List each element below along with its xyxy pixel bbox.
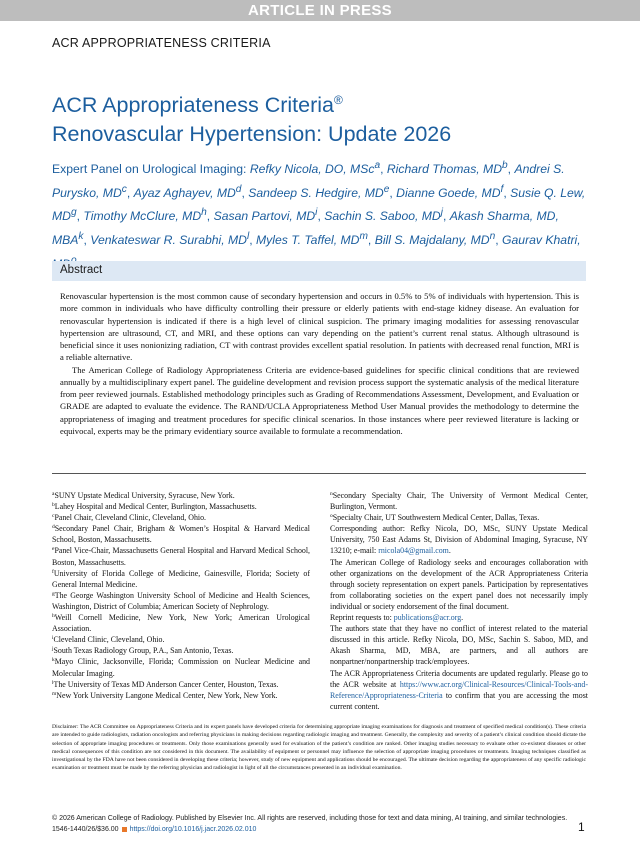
author: Myles T. Taffel, $MD^m$, [256, 230, 375, 248]
affiliation [52, 590, 310, 612]
affiliation-mark: o [330, 513, 333, 520]
affiliation-mark: j [52, 646, 54, 653]
author-name: Susie Q. Lew, MD [52, 185, 586, 224]
affiliation-mark: d [52, 524, 55, 531]
author-name: Ayaz Aghayev, MD [133, 185, 236, 200]
author-affiliation-mark: e [383, 183, 390, 195]
author: Bill S. Majdalany, $MD^n$, [374, 230, 503, 248]
affiliation [52, 634, 310, 645]
abstract-body [60, 290, 579, 437]
author: Dianne Goede, $MD^f$, [396, 183, 511, 200]
affiliation [52, 568, 310, 590]
author: Andrei S. Purysko, $MD^c$, [52, 162, 565, 200]
affiliation-mark: m [52, 690, 57, 697]
author-names [52, 162, 585, 271]
author-affiliation-mark: d [235, 183, 242, 195]
author-list [52, 156, 592, 274]
affiliation-text: SUNY Upstate Medical University, Syracuse, New York. [54, 491, 235, 500]
affiliation [52, 523, 310, 545]
author-name: Gaurav Khatri, [502, 233, 581, 248]
reprint-requests: Reprint requests to: publications@acr.org. [330, 613, 464, 623]
affiliation-text: The George Washington University School of Medicine and Health Sciences, Washington, District of Columbia; American Society of Nephrology. [52, 590, 310, 611]
author-name: Refky Nicola, DO, MSc [249, 162, 375, 177]
affiliations-left [52, 490, 310, 701]
abstract-paragraph: Renovascular hypertension is the most common cause of secondary hypertension and occurs in 0.5% to 5% of individuals with hypertension. This is more common in individuals who have difficulty controlling their pressure or elderly patients with end-stage kidney disease. An evaluation for renovascular hypertension is indicated if there is a high level of clinical suspicion. The primary imaging modalities for assessing renovascular hypertension are ultrasound, CT, and MRI, and these options can vary depending on the patient’s current renal status. Although ultrasound is beneficial since it uses nonionizing radiation, CT with contrast provides excellent spatial resolution. In patients with decreased renal function, MRI is a reliable alternative. [60, 291, 579, 363]
abstract-paragraph: The American College of Radiology Appropriateness Criteria are evidence-based guidelines for specific clinical conditions that are reviewed annually by a multidisciplinary expert panel. The guideline development and revision process support the systematic analysis of the medical literature from peer reviewed journals. Established methodology principles such as Grading of Recommendations Assessment, Development, and Evaluation or GRADE are adapted to evaluate the evidence. The RAND/UCLA Appropriateness Method User Manual provides the methodology to determine the appropriateness of imaging and treatment procedures for specific clinical scenarios. In those instances where peer reviewed literature is lacking or equivocal, experts may be the primary evidentiary source available to formulate a recommendation. [60, 364, 579, 436]
affiliation-text: Secondary Specialty Chair, The University of Vermont Medical Center, Burlington, Vermont. [330, 491, 588, 512]
affiliation-text: South Texas Radiology Group, P.A., San Antonio, Texas. [53, 646, 234, 656]
author-name: Richard Thomas, MD [386, 162, 503, 177]
affiliation-mark: b [52, 502, 55, 509]
author-affiliation-mark: l [246, 230, 250, 242]
affiliation [52, 545, 310, 567]
article-title [52, 86, 592, 149]
affiliation-mark: k [52, 657, 55, 664]
reprint-email-link[interactable]: publications@acr.org [393, 613, 462, 623]
acr-collaboration-note: The American College of Radiology seeks and encourages collaboration with other organizations on the development of the ACR Appropriateness Criteria through society representation on expert panels. Participation by representatives from collaborating societies on the expert panel does not necessarily imply individual or society endorsement of the final document. [330, 557, 588, 611]
article-in-press-banner: ARTICLE IN PRESS [0, 0, 640, 21]
affiliation-text: University of Florida College of Medicine, Gainesville, Florida; Society of General Internal Medicine. [52, 568, 310, 589]
acr-criteria-link[interactable]: https://www.acr.org/Clinical-Resources/Clinical-Tools-and-Reference/Appropriateness-Criteria [330, 679, 588, 700]
affiliation-text: Specialty Chair, UT Southwestern Medical Center, Dallas, Texas. [332, 513, 540, 523]
doi-link[interactable]: https://doi.org/10.1016/j.jacr.2026.02.010 [129, 826, 257, 833]
affiliation [330, 512, 588, 523]
page-number: 1 [578, 820, 585, 834]
abstract-header [52, 261, 586, 281]
author-affiliation-mark: k [78, 230, 84, 242]
author-name: Akash Sharma, MD, MBA [52, 209, 559, 248]
affiliation-mark: g [52, 590, 55, 597]
affiliation-mark: f [52, 568, 54, 575]
author-affiliation-mark: j [440, 207, 444, 219]
update-note: The ACR Appropriateness Criteria documents are updated regularly. Please go to the ACR website at https://www.acr.org/Clinical-Resources/Clinical-Tools-and-Reference/Appropriateness-Criteria to confirm that you are accessing the most current content. [330, 668, 588, 711]
affiliation [52, 490, 310, 501]
affiliation [52, 690, 310, 701]
author: Sasan Partovi, $MD^i$, [213, 207, 325, 224]
affiliation-mark: e [52, 546, 55, 553]
copyright: © 2026 American College of Radiology. Published by Elsevier Inc. All rights are reserved, including those for text and data mining, AI training, and similar technologies. [52, 815, 568, 822]
author-name: Sachin S. Saboo, MD [324, 209, 441, 224]
divider [52, 473, 586, 474]
author-name: Andrei S. Purysko, MD [52, 162, 565, 200]
affiliation [52, 501, 310, 512]
panel-name: Expert Panel on Urological Imaging: [52, 162, 250, 177]
affiliation-text: Panel Chair, Cleveland Clinic, Cleveland, Ohio. [54, 513, 207, 523]
author: Susie Q. Lew, $MD^g$, [52, 185, 586, 224]
registered-mark: ® [334, 93, 343, 107]
affiliation-text: Panel Vice-Chair, Massachusetts General Hospital and Harvard Medical School, Boston, Massachusetts. [52, 546, 310, 567]
affiliation-text: Cleveland Clinic, Cleveland, Ohio. [53, 635, 165, 645]
author: Venkateswar R. Surabhi, $MD^l$, [90, 230, 257, 248]
author-affiliation-mark: i [315, 207, 318, 219]
section-label: ACR APPROPRIATENESS CRITERIA [52, 36, 271, 50]
issn: 1546-1440/26/$36.00 [52, 826, 119, 833]
affiliation-mark: i [52, 635, 54, 642]
author-affiliation-mark: f [500, 183, 504, 195]
abstract-heading: Abstract [60, 264, 103, 276]
bullet-icon [122, 827, 127, 832]
corresponding-author: Corresponding author: Refky Nicola, DO, MSc, SUNY Upstate Medical University, 750 East Adams St, Division of Abdominal Imaging, Syracuse, NY 13210; e-mail: rnicola04@gmail.com. [330, 524, 588, 556]
affiliation [52, 656, 310, 678]
author-name: Bill S. Majdalany, MD [374, 233, 490, 248]
affiliation-text: The University of Texas MD Anderson Cancer Center, Houston, Texas. [53, 679, 279, 689]
affiliation-text: Mayo Clinic, Jacksonville, Florida; Commission on Nuclear Medicine and Molecular Imaging. [52, 657, 310, 678]
author-affiliation-mark: n [489, 230, 496, 242]
author: Akash Sharma, MD, MBA$^k$, [52, 209, 559, 248]
affiliation [52, 679, 310, 690]
affiliations-right [330, 490, 588, 712]
affiliation-text: Lahey Hospital and Medical Center, Burlington, Massachusetts. [54, 502, 257, 512]
affiliation-mark: c [52, 513, 55, 520]
author: Sandeep S. Hedgire, MDe, [248, 183, 397, 200]
affiliation [52, 512, 310, 523]
affiliation-mark: n [330, 491, 333, 497]
author-affiliation-mark: g [70, 207, 77, 219]
affiliation-mark: l [52, 679, 54, 686]
author-affiliation-mark: a [374, 160, 381, 171]
footer [52, 813, 586, 835]
affiliation-text: Secondary Panel Chair, Brigham & Women’s Hospital & Harvard Medical School, Boston, Massachusetts. [52, 524, 310, 545]
title-line-2: Renovascular Hypertension: Update 2026 [52, 122, 452, 147]
author-affiliation-mark: c [121, 183, 127, 195]
issn-doi-line [52, 824, 586, 835]
affiliation [52, 612, 310, 634]
author-name: Venkateswar R. Surabhi, MD [90, 233, 247, 248]
author-name: Sasan Partovi, MD [213, 209, 316, 224]
author-name: Dianne Goede, MD [396, 185, 501, 200]
author-affiliation-mark: b [502, 160, 508, 171]
affiliation-mark: a [52, 491, 55, 497]
affiliation-text: New York University Langone Medical Center, New York, New York. [56, 690, 278, 700]
title-line-1: ACR Appropriateness Criteria [52, 93, 335, 118]
affiliation [52, 645, 310, 656]
author-affiliation-mark: h [201, 207, 207, 219]
author-name: Myles T. Taffel, MD [256, 233, 360, 248]
author: Ayaz Aghayev, $MD^d$, [133, 183, 249, 200]
author: Sachin S. Saboo, $MD^j$, [324, 207, 450, 224]
author-name: Timothy McClure, MD [83, 209, 202, 224]
affiliations-right-list [330, 490, 588, 523]
author: Timothy McClure, $MD^h$, [83, 207, 214, 224]
author-affiliation-mark: m [359, 230, 368, 242]
author: Refky Nicola, DO, MSc$^a$, [249, 160, 387, 177]
affiliation [330, 490, 588, 512]
author: Richard Thomas, $MD^b$, [386, 160, 515, 177]
author-name: Sandeep S. Hedgire, MD [248, 185, 384, 200]
corresponding-email-link[interactable]: rnicola04@gmail.com [378, 546, 449, 556]
conflict-statement: The authors state that they have no conflict of interest related to the material discussed in this article. Refky Nicola, DO, MSc, Sachin S. Saboo, MD, and Akash Sharma, MD, MBA, are partners, and all authors are nonpartner/nonpartnership track/employees. [330, 624, 588, 667]
disclaimer: Disclaimer: The ACR Committee on Appropriateness Criteria and its expert panels have developed criteria for determining appropriate imaging examinations for diagnosis and treatment of specified medical condition(s). These criteria are intended to guide radiologists, radiation oncologists and referring physicians in making decisions regarding radiologic imaging and treatment. Generally, the complexity and severity of a patient’s clinical condition should dictate the selection of appropriate imaging procedures or treatments. Only those examinations generally used for evaluation of the patient’s condition are ranked. Other imaging studies necessary to evaluate other co-existent diseases or other medical consequences of this condition are not considered in this document. The availability of equipment or personnel may influence the selection of appropriate imaging procedures or treatments. Imaging techniques classified as investigational by the FDA have not been considered in developing these criteria; however, study of new equipment and applications should be encouraged. The ultimate decision regarding the appropriateness of any specific radiologic examination or treatment must be made by the referring physician and radiologist in light of all the circumstances presented in an individual examination. [52, 724, 586, 772]
affiliation-mark: h [52, 613, 55, 620]
affiliation-text: Weill Cornell Medicine, New York, New York; American Urological Association. [52, 613, 310, 634]
